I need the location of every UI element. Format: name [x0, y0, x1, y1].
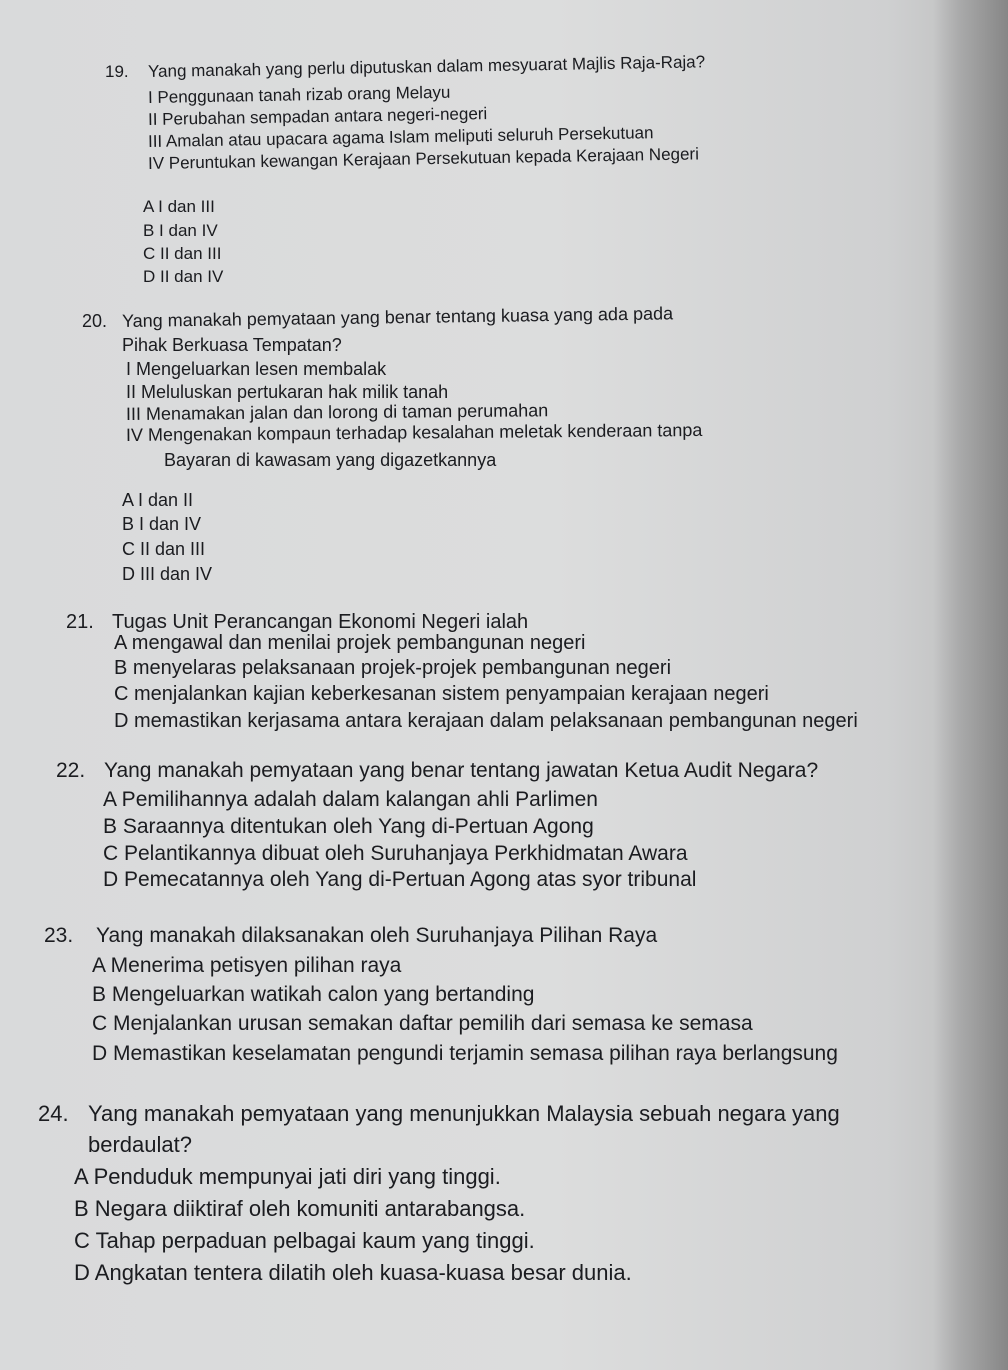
- option-a: A Pemilihannya adalah dalam kalangan ahli Parlimen: [103, 788, 598, 811]
- option-b: B Negara diiktiraf oleh komuniti antarabangsa.: [74, 1196, 526, 1221]
- option-b: B I dan IV: [122, 514, 202, 534]
- statement: I Penggunaan tanah rizab orang Melayu: [147, 82, 451, 107]
- option-b: B Mengeluarkan watikah calon yang bertanding: [92, 983, 535, 1006]
- option-c: C II dan III: [143, 244, 222, 263]
- option-a: A I dan II: [122, 490, 194, 510]
- option-c: C Tahap perpaduan pelbagai kaum yang tinggi.: [74, 1228, 535, 1253]
- question-stem: Yang manakah pemyataan yang benar tentang jawatan Ketua Audit Negara?: [104, 759, 819, 782]
- option-b: B I dan IV: [143, 221, 218, 240]
- statement: III Menamakan jalan dan lorong di taman perumahan: [125, 400, 549, 424]
- question-stem: Yang manakah yang perlu diputuskan dalam mesyuarat Majlis Raja-Raja?: [147, 52, 706, 81]
- statement: II Meluluskan pertukaran hak milik tanah: [126, 382, 449, 402]
- option-c: C Menjalankan urusan semakan daftar pemilih dari semasa ke semasa: [92, 1012, 753, 1035]
- statement: IV Mengenakan kompaun terhadap kesalahan meletak kenderaan tanpa: [125, 419, 703, 445]
- statement: I Mengeluarkan lesen membalak: [126, 359, 387, 379]
- question-number: 22.: [56, 759, 86, 782]
- option-d: D II dan IV: [143, 267, 224, 286]
- option-a: A Menerima petisyen pilihan raya: [92, 954, 402, 977]
- question-stem: Yang manakah pemyataan yang menunjukkan Malaysia sebuah negara yang: [88, 1101, 840, 1126]
- question-number: 21.: [66, 611, 94, 633]
- option-c: C menjalankan kajian keberkesanan sistem penyampaian kerajaan negeri: [114, 683, 769, 705]
- option-d: D Memastikan keselamatan pengundi terjamin semasa pilihan raya berlangsung: [92, 1042, 838, 1065]
- option-b: B Saraannya ditentukan oleh Yang di-Pertuan Agong: [103, 815, 594, 838]
- option-d: D III dan IV: [122, 564, 213, 584]
- option-a: A Penduduk mempunyai jati diri yang tinggi.: [74, 1164, 501, 1189]
- option-d: D Pemecatannya oleh Yang di-Pertuan Agong atas syor tribunal: [103, 868, 697, 891]
- statement: II Perubahan sempadan antara negeri-negeri: [147, 104, 488, 129]
- question-number: 19.: [105, 62, 129, 81]
- question-number: 20.: [82, 311, 108, 331]
- question-number: 23.: [44, 924, 74, 947]
- option-c: C II dan III: [122, 539, 206, 559]
- statement: IV Peruntukan kewangan Kerajaan Persekutuan kepada Kerajaan Negeri: [147, 144, 700, 173]
- statement: III Amalan atau upacara agama Islam meliputi seluruh Persekutuan: [147, 123, 654, 151]
- question-stem: Yang manakah pemyataan yang benar tentang kuasa yang ada pada: [121, 303, 674, 331]
- option-a: A mengawal dan menilai projek pembangunan negeri: [114, 632, 586, 654]
- statement: Bayaran di kawasam yang digazetkannya: [164, 450, 497, 470]
- option-d: D Angkatan tentera dilatih oleh kuasa-kuasa besar dunia.: [74, 1260, 632, 1285]
- question-stem: Pihak Berkuasa Tempatan?: [122, 335, 342, 355]
- option-b: B menyelaras pelaksanaan projek-projek pembangunan negeri: [114, 657, 672, 679]
- question-number: 24.: [38, 1101, 69, 1126]
- question-stem: Tugas Unit Perancangan Ekonomi Negeri ialah: [112, 611, 529, 633]
- option-c: C Pelantikannya dibuat oleh Suruhanjaya Perkhidmatan Awara: [103, 842, 688, 865]
- option-a: A I dan III: [143, 197, 215, 216]
- question-stem: berdaulat?: [88, 1132, 192, 1157]
- question-stem: Yang manakah dilaksanakan oleh Suruhanjaya Pilihan Raya: [96, 924, 658, 947]
- option-d: D memastikan kerjasama antara kerajaan dalam pelaksanaan pembangunan negeri: [114, 710, 858, 732]
